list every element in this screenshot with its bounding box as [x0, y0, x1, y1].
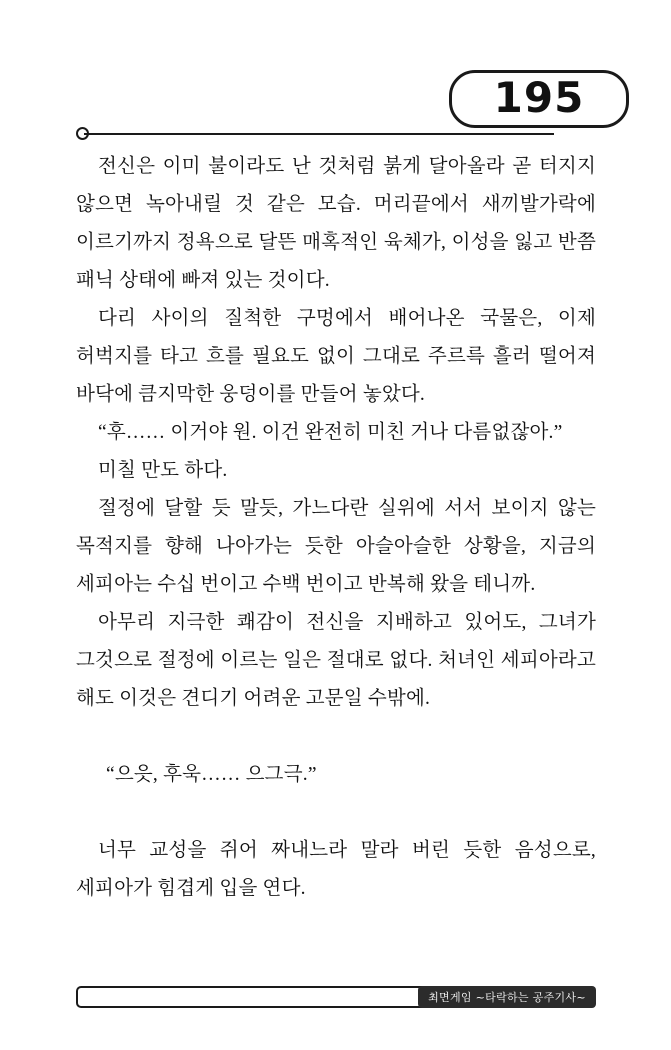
header-line — [84, 133, 554, 135]
paragraph: 절정에 달할 듯 말듯, 가느다란 실위에 서서 보이지 않는 목적지를 향해 나아가는 듯한 아슬아슬한 상황을, 지금의 세피아는 수십 번이고 수백 번이고 반복해 왔을 테니까. — [76, 498, 596, 595]
header-rule — [76, 127, 632, 141]
paragraph: “후…… 이거야 원. 이건 완전히 미친 거나 다름없잖아.” — [98, 422, 563, 443]
page-number-box — [449, 70, 629, 128]
page-footer — [76, 986, 596, 1012]
paragraph: 아무리 지극한 쾌감이 전신을 지배하고 있어도, 그녀가 그것으로 절정에 이르는 일은 절대로 없다. 처녀인 세피아라고 해도 이것은 견디기 어려운 고문일 수밖에. — [76, 612, 596, 709]
closing-paragraph: 너무 교성을 쥐어 짜내느라 말라 버린 듯한 음성으로, 세피아가 힘겹게 입을 연다. — [76, 840, 596, 899]
paragraph: 다리 사이의 질척한 구멍에서 배어나온 국물은, 이제 허벅지를 타고 흐를 필요도 없이 그대로 주르륵 흘러 떨어져 바닥에 큼지막한 웅덩이를 만들어 놓았다. — [76, 308, 596, 405]
page-header — [0, 70, 671, 150]
paragraph: 전신은 이미 불이라도 난 것처럼 붉게 달아올라 곧 터지지 않으면 녹아내릴 것 같은 모습. 머리끝에서 새끼발가락에 이르기까지 정욕으로 달뜬 매혹적인 육체가, 이성을 잃고 반쯤 패닉 상태에 빠져 있는 것이다. — [76, 156, 596, 291]
footer-title-tag: 최면게임 ~타락하는 공주기사~ — [418, 986, 596, 1008]
paragraph: 미칠 만도 하다. — [98, 460, 228, 481]
page-body — [76, 148, 596, 908]
page-number: 195 — [493, 72, 585, 122]
dialogue-line: “으읏, 후욱…… 으그극.” — [106, 764, 317, 785]
